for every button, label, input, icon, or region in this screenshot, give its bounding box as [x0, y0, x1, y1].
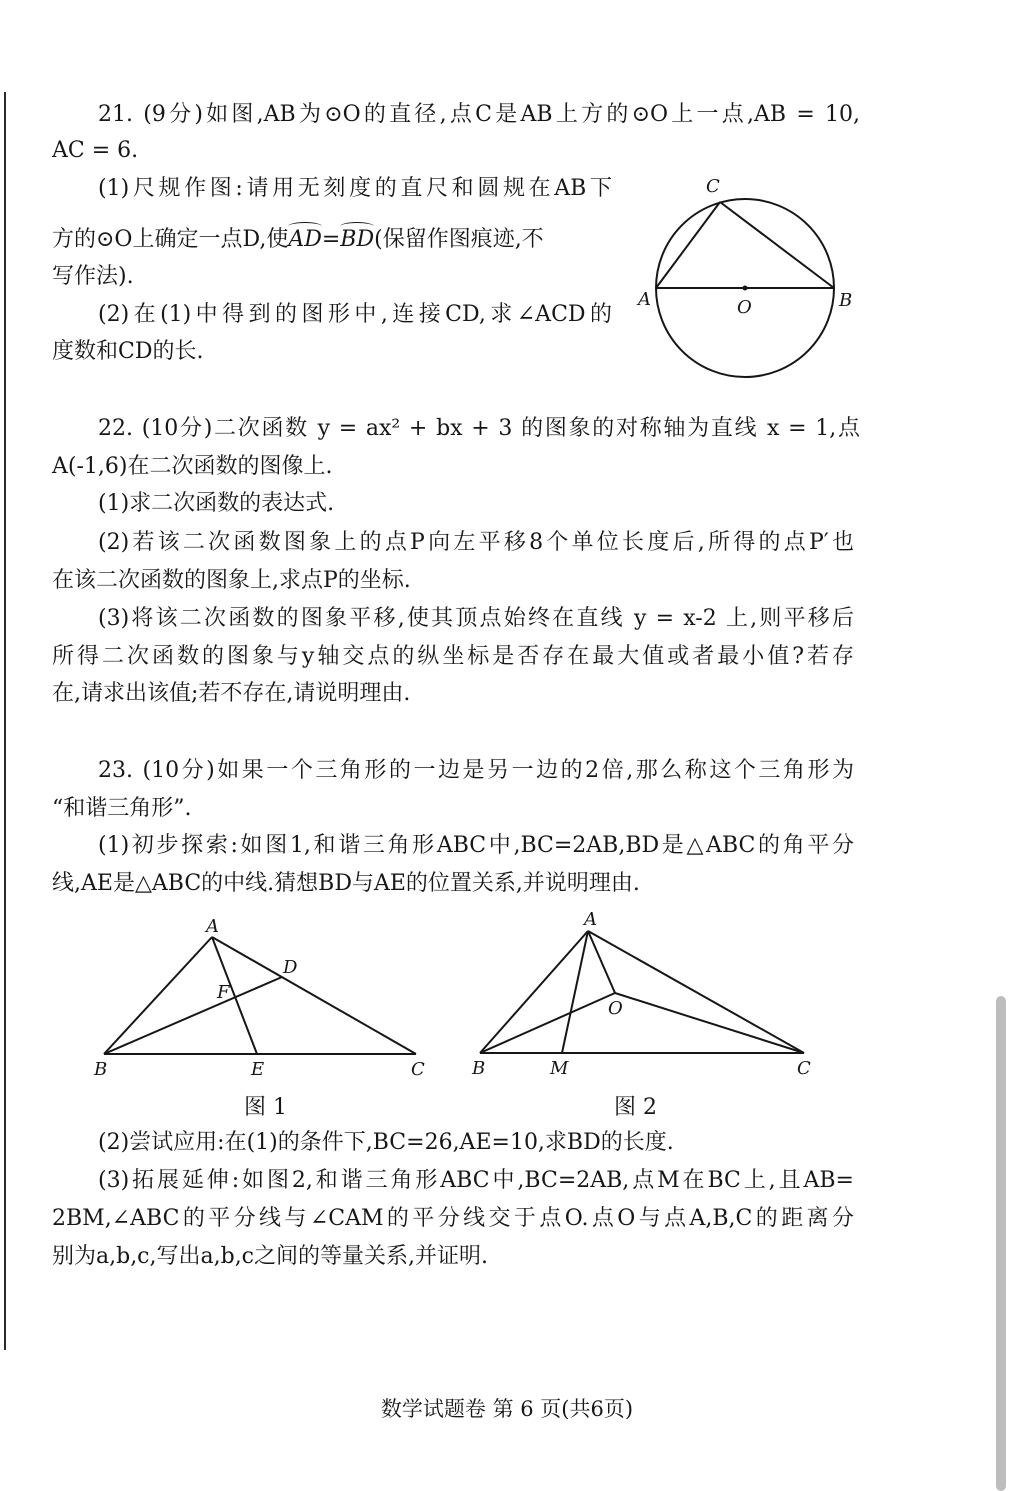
q21-part1-line1: (1)尺规作图:请用无刻度的直尺和圆规在AB下 [98, 176, 612, 201]
page-footer: 数学试题卷 第 6 页(共6页) [380, 1397, 634, 1421]
q22-part2-line1: (2)若该二次函数图象上的点P向左平移8个单位长度后,所得的点P′也 [98, 530, 854, 555]
segment-ac [212, 937, 416, 1054]
q21-part1-post: (保留作图痕迹,不 [374, 227, 544, 252]
q21-part1-pre: 方的⊙O上确定一点D,使 [52, 227, 289, 252]
q21-line2: AC = 6. [52, 138, 139, 163]
equals-sign: = [321, 227, 341, 252]
fig1-label-f: F [217, 982, 230, 1003]
center-point [743, 286, 748, 291]
fig1-label-c: C [411, 1059, 425, 1080]
q22-line2: A(-1,6)在二次函数的图像上. [52, 454, 333, 479]
label-a: A [638, 289, 651, 310]
q21-part2-line2: 度数和CD的长. [52, 339, 204, 364]
page-left-border [4, 92, 6, 1350]
q22-part3-line2: 所得二次函数的图象与y轴交点的纵坐标是否存在最大值或者最小值?若存 [52, 644, 854, 669]
q21-part2-line1: (2)在(1)中得到的图形中,连接CD,求∠ACD的 [98, 302, 612, 327]
q23-line2: “和谐三角形”. [52, 796, 192, 821]
fig2-label-c: C [797, 1058, 811, 1079]
fig1-label-d: D [283, 957, 298, 978]
q23-part1-line1: (1)初步探索:如图1,和谐三角形ABC中,BC=2AB,BD是△ABC的角平分 [98, 833, 854, 858]
chord-ac [656, 202, 720, 288]
fig1-label-b: B [94, 1059, 108, 1080]
q23-part1-line2: 线,AE是△ABC的中线.猜想BD与AE的位置关系,并说明理由. [52, 871, 640, 896]
chord-bc [720, 202, 834, 288]
segment-co [615, 993, 804, 1053]
q21-part1-line2 [52, 225, 544, 255]
q22-line1: 22. (10分)二次函数 y = ax² + bx + 3 的图象的对称轴为直线 x = 1,点 [98, 416, 860, 441]
arc-ad: AD [288, 225, 322, 255]
segment-am [562, 931, 588, 1053]
segment-ab [104, 937, 212, 1054]
segment-ac [588, 931, 804, 1053]
q22-part3-line3: 在,请求出该值;若不存在,请说明理由. [52, 681, 411, 706]
segment-ao [588, 931, 615, 993]
q21-line1: 21. (9分)如图,AB为⊙O的直径,点C是AB上方的⊙O上一点,AB = 10, [98, 102, 860, 127]
q23-part3-line3: 别为a,b,c,写出a,b,c之间的等量关系,并证明. [52, 1244, 488, 1269]
figure-2-caption: 图 2 [614, 1095, 657, 1120]
q23-line1: 23. (10分)如果一个三角形的一边是另一边的2倍,那么称这个三角形为 [98, 758, 854, 783]
segment-ab [480, 931, 588, 1053]
q21-part1-line3: 写作法). [52, 264, 134, 289]
figure-1 [88, 910, 438, 1085]
segment-bd [104, 977, 282, 1054]
figure-2 [464, 905, 824, 1085]
segment-bo [480, 993, 615, 1053]
fig2-label-a: A [584, 909, 597, 930]
fig1-label-e: E [251, 1059, 265, 1080]
q22-part3-line1: (3)将该二次函数的图象平移,使其顶点始终在直线 y = x-2 上,则平移后 [98, 606, 854, 631]
arc-bd: BD [340, 225, 374, 255]
fig2-label-m: M [550, 1058, 569, 1079]
figure-1-caption: 图 1 [244, 1095, 287, 1120]
label-b: B [839, 290, 853, 311]
q23-part3-line1: (3)拓展延伸:如图2,和谐三角形ABC中,BC=2AB,点M在BC上,且AB= [98, 1168, 854, 1193]
fig1-label-a: A [206, 916, 219, 937]
q21-circle-figure [630, 170, 860, 395]
label-c: C [706, 176, 720, 197]
q23-part3-line2: 2BM,∠ABC的平分线与∠CAM的平分线交于点O.点O与点A,B,C的距离分 [52, 1206, 854, 1231]
q22-part2-line2: 在该二次函数的图象上,求点P的坐标. [52, 568, 411, 593]
q22-part1: (1)求二次函数的表达式. [98, 491, 335, 516]
fig2-label-b: B [472, 1058, 486, 1079]
label-o: O [737, 297, 752, 318]
q23-part2: (2)尝试应用:在(1)的条件下,BC=26,AE=10,求BD的长度. [98, 1130, 674, 1155]
fig2-label-o: O [608, 998, 623, 1019]
